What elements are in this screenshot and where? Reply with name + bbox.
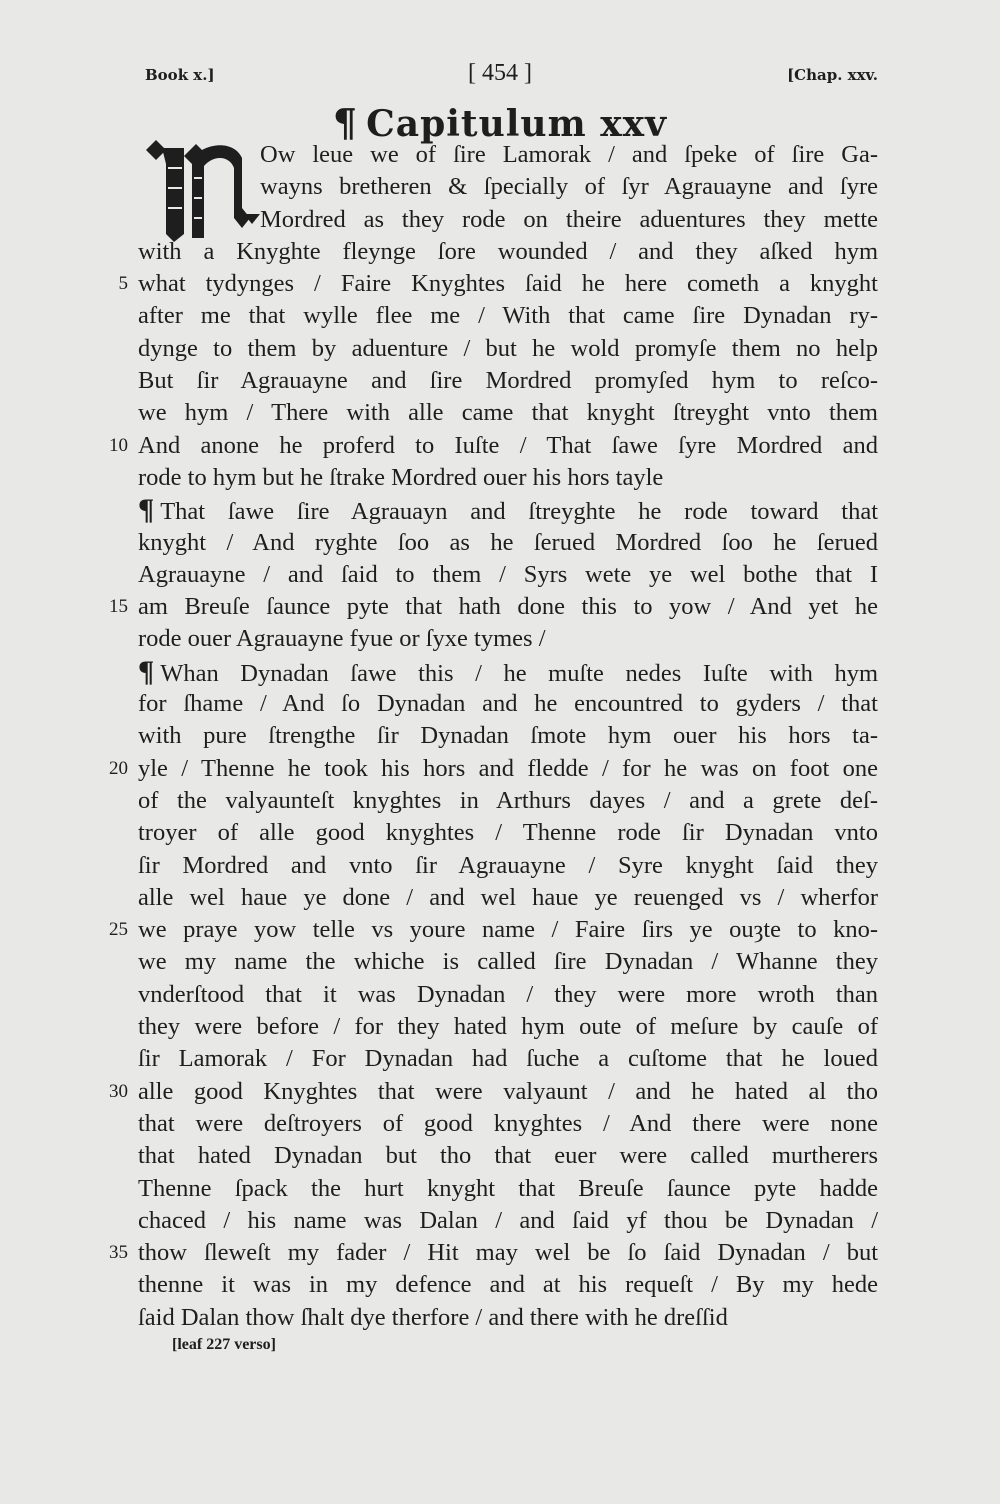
text-line <box>138 430 878 462</box>
text-line <box>138 850 878 882</box>
text-line <box>138 979 878 1011</box>
text-line <box>138 591 878 623</box>
text-line-content: vnderſtood that it was Dynadan / they were more wroth than <box>138 980 878 1008</box>
text-line <box>138 1173 878 1205</box>
text-line <box>138 527 878 559</box>
running-head-chapter: [Chap. xxv. <box>787 66 878 84</box>
text-line <box>138 397 878 429</box>
text-line-content: Whan Dynadan ſawe this / he muſte nedes Iuſte with hym <box>160 659 878 687</box>
text-line <box>138 462 878 494</box>
text-line <box>138 753 878 785</box>
text-line-content: ſir Mordred and vnto ſir Agrauayne / Syre knyght ſaid they <box>138 851 878 879</box>
line-number: 20 <box>109 757 128 779</box>
text-line <box>138 204 878 236</box>
text-line-content: ſir Lamorak / For Dynadan had ſuche a cuſtome that he loued <box>138 1045 878 1073</box>
text-line <box>138 559 878 591</box>
chapter-title: Capitulum xxv <box>366 103 668 145</box>
text-line <box>138 817 878 849</box>
text-line-content: ſaid Dalan thow ſhalt dye therfore / and there with he dreſſid <box>138 1303 728 1331</box>
text-line <box>138 1269 878 1301</box>
line-number: 30 <box>109 1080 128 1102</box>
text-line <box>138 236 878 268</box>
text-line <box>138 785 878 817</box>
running-head-book: Book x.] <box>145 66 215 84</box>
text-line <box>138 139 878 171</box>
text-line-content: for ſhame / And ſo Dynadan and he encountred to gyders / that <box>138 690 878 718</box>
pilcrow-icon: ¶ <box>332 100 359 145</box>
text-line-content: they were before / for they hated hym oute of meſure by cauſe of <box>138 1013 878 1041</box>
text-line <box>138 1140 878 1172</box>
text-line-content: after me that wylle flee me / With that came ſire Dynadan ry- <box>138 302 878 330</box>
body-text <box>138 139 878 1334</box>
text-line-content: alle good Knyghtes that were valyaunt / and he hated al tho <box>138 1077 878 1105</box>
text-line <box>138 365 878 397</box>
text-line-content: troyer of alle good knyghtes / Thenne rode ſir Dynadan vnto <box>138 819 878 847</box>
text-line-content: that hated Dynadan but tho that euer were called murtherers <box>138 1142 878 1170</box>
text-line <box>138 333 878 365</box>
text-line-content: knyght / And ryghte ſoo as he ſerued Mordred ſoo he ſerued <box>138 528 878 556</box>
text-line-content: Thenne ſpack the hurt knyght that Breuſe ſaunce pyte hadde <box>138 1174 878 1202</box>
text-line <box>138 914 878 946</box>
text-line-content: wayns bretheren & ſpecially of ſyr Agrauayne and ſyre <box>260 173 878 201</box>
text-line-content: dynge to them by aduenture / but he wold promyſe them no help <box>138 334 878 362</box>
text-line <box>138 946 878 978</box>
text-line <box>138 300 878 332</box>
text-line <box>138 1011 878 1043</box>
text-line <box>138 1076 878 1108</box>
text-line <box>138 882 878 914</box>
line-number: 5 <box>118 273 128 295</box>
text-line <box>138 656 878 688</box>
text-line <box>138 494 878 526</box>
text-line <box>138 720 878 752</box>
svg-text:N: N <box>144 138 145 139</box>
text-line-content: that were deſtroyers of good knyghtes / And there were none <box>138 1109 878 1137</box>
text-line-content: what tydynges / Faire Knyghtes ſaid he here cometh a knyght <box>138 270 878 298</box>
text-line <box>138 623 878 655</box>
text-line-content: Ow leue we of ſire Lamorak / and ſpeke of ſire Ga- <box>260 141 878 168</box>
text-line-content: with a Knyghte fleynge ſore wounded / and they aſked hym <box>138 237 878 265</box>
text-line <box>138 1205 878 1237</box>
page-number: [ 454 ] <box>468 60 532 86</box>
text-line-content: rode ouer Agrauayne fyue or ſyxe tymes / <box>138 625 546 653</box>
text-line <box>138 1043 878 1075</box>
text-line-content: And anone he proferd to Iuſte / That ſawe ſyre Mordred and <box>138 431 878 459</box>
text-line-content: Agrauayne / and ſaid to them / Syrs wete ye wel bothe that I <box>138 560 878 588</box>
text-line-content: we praye yow telle vs youre name / Faire ſirs ye ouȝte to kno- <box>138 916 878 944</box>
text-line-content: Mordred as they rode on theire aduentures they mette <box>260 205 878 233</box>
text-line <box>138 1237 878 1269</box>
line-number: 25 <box>109 919 128 941</box>
text-line-content: am Breuſe ſaunce pyte that hath done this to yow / And yet he <box>138 593 878 621</box>
text-line-content: with pure ſtrengthe ſir Dynadan ſmote hym ouer his hors ta- <box>138 722 878 750</box>
line-number: 15 <box>109 596 128 618</box>
text-line <box>138 268 878 300</box>
text-line-content: But ſir Agrauayne and ſire Mordred promyſed hym to reſco- <box>138 367 878 395</box>
text-line-content: thenne it was in my defence and at his requeſt / By my hede <box>138 1271 878 1299</box>
text-line-content: rode to hym but he ſtrake Mordred ouer his hors tayle <box>138 463 664 491</box>
text-line-content: we hym / There with alle came that knyght ſtreyght vnto them <box>138 399 878 427</box>
text-line <box>138 171 878 203</box>
line-number: 10 <box>109 434 128 456</box>
text-line-content: That ſawe ſire Agrauayn and ſtreyghte he rode toward that <box>160 498 878 526</box>
text-line-content: we my name the whiche is called ſire Dynadan / Whanne they <box>138 948 878 976</box>
line-number: 35 <box>109 1242 128 1264</box>
text-line-content: thow ſleweſt my fader / Hit may wel be ſo ſaid Dynadan / but <box>138 1239 878 1267</box>
text-line-content: of the valyaunteſt knyghtes in Arthurs dayes / and a grete deſ- <box>138 786 878 814</box>
text-line <box>138 1108 878 1140</box>
text-line-content: chaced / his name was Dalan / and ſaid yf thou be Dynadan / <box>138 1206 878 1234</box>
text-line <box>138 1302 878 1334</box>
text-line-content: yle / Thenne he took his hors and fledde / for he was on foot one <box>138 754 878 782</box>
leaf-note: [leaf 227 verso] <box>172 1336 276 1353</box>
text-line-content: alle wel haue ye done / and wel haue ye reuenged vs / wherfor <box>138 883 878 911</box>
pilcrow-icon: ¶ <box>138 494 155 527</box>
pilcrow-icon: ¶ <box>138 655 155 688</box>
text-line <box>138 688 878 720</box>
